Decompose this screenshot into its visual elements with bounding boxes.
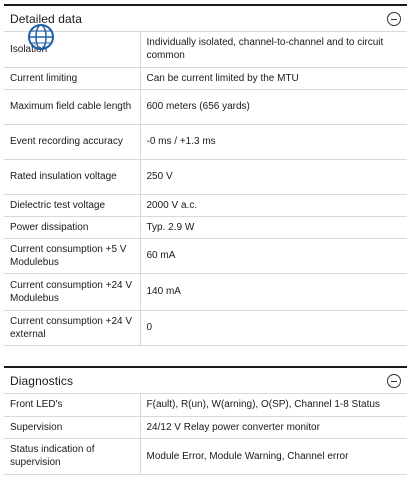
table-row (4, 216, 407, 238)
table-row (4, 273, 407, 310)
row-value: Module Error, Module Warning, Channel error (140, 438, 407, 474)
table-row (4, 416, 407, 438)
row-value: Typ. 2.9 W (140, 216, 407, 238)
table-row (4, 194, 407, 216)
row-label: Front LED's (4, 394, 140, 416)
row-value: 2000 V a.c. (140, 194, 407, 216)
row-label: Current consumption +24 V Modulebus (4, 273, 140, 310)
row-label: Current consumption +5 V Modulebus (4, 238, 140, 273)
table-row (4, 310, 407, 345)
table-row (4, 124, 407, 159)
row-value: Can be current limited by the MTU (140, 67, 407, 89)
detailed-data-section (4, 4, 407, 346)
row-value: 24/12 V Relay power converter monitor (140, 416, 407, 438)
row-value: 0 (140, 310, 407, 345)
table-row (4, 32, 407, 67)
row-label: Event recording accuracy (4, 124, 140, 159)
row-label: Maximum field cable length (4, 89, 140, 124)
row-label: Current consumption +24 V external (4, 310, 140, 345)
row-value: Individually isolated, channel-to-channel and to circuit common (140, 32, 407, 67)
row-label: Rated insulation voltage (4, 159, 140, 194)
row-value: 140 mA (140, 273, 407, 310)
row-label: Dielectric test voltage (4, 194, 140, 216)
diagnostics-header[interactable] (4, 366, 407, 394)
row-label: Status indication of supervision (4, 438, 140, 474)
diagnostics-table (4, 394, 407, 475)
collapse-icon[interactable] (387, 12, 401, 26)
row-label: Supervision (4, 416, 140, 438)
table-row (4, 238, 407, 273)
diagnostics-title: Diagnostics (10, 373, 74, 388)
table-row (4, 67, 407, 89)
row-label: Power dissipation (4, 216, 140, 238)
table-row (4, 159, 407, 194)
diagnostics-section (4, 366, 407, 475)
table-row (4, 394, 407, 416)
row-value: 60 mA (140, 238, 407, 273)
globe-logo-icon (26, 22, 56, 52)
row-value: 250 V (140, 159, 407, 194)
row-label: Isolation (4, 32, 140, 67)
row-value: 600 meters (656 yards) (140, 89, 407, 124)
detailed-data-table (4, 32, 407, 346)
detailed-data-title: Detailed data (10, 11, 83, 26)
table-row (4, 89, 407, 124)
row-value: F(ault), R(un), W(arning), O(SP), Channel 1-8 Status (140, 394, 407, 416)
collapse-icon[interactable] (387, 374, 401, 388)
detailed-data-header[interactable] (4, 4, 407, 32)
table-row (4, 438, 407, 474)
row-value: -0 ms / +1.3 ms (140, 124, 407, 159)
row-label: Current limiting (4, 67, 140, 89)
